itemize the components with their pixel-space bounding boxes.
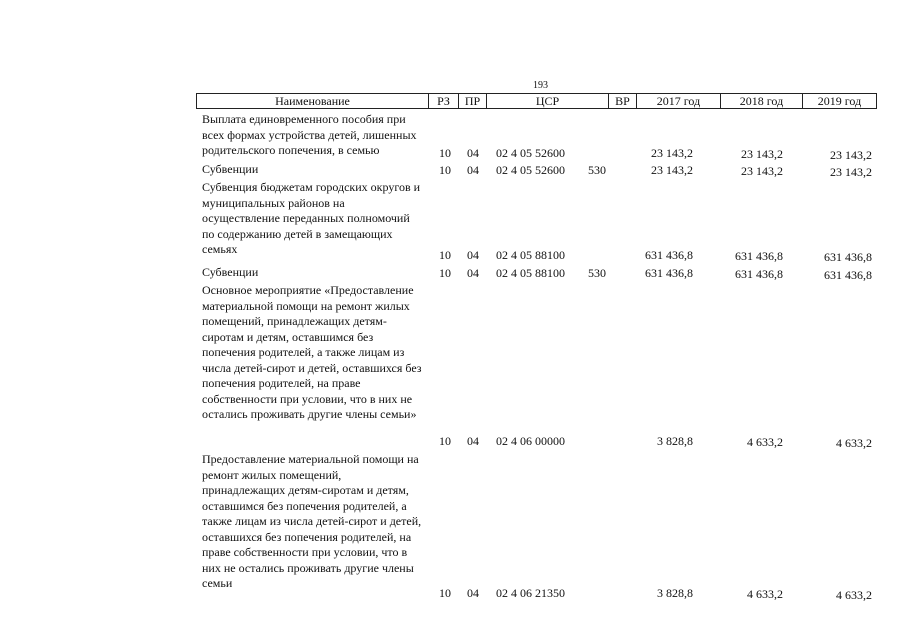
row-2018: 4 633,2 <box>747 435 783 449</box>
row-rz: 10 <box>439 266 451 280</box>
row-2019: 4 633,2 <box>836 588 872 602</box>
row-csr: 02 4 05 52600 <box>496 163 565 177</box>
header-pr: ПР <box>459 94 487 108</box>
row-rz: 10 <box>439 586 451 600</box>
row-pr: 04 <box>467 586 479 600</box>
header-2019: 2019 год <box>817 94 862 108</box>
row-rz: 10 <box>439 434 451 448</box>
row-name: Основное мероприятие «Предоставление материальной помощи на ремонт жилых помещений, принадлежащих детям-сиротам и детям, оставшимся без попечения родителей, а также лицам из числа детей-сирот и детей, оставшихся без попечения родителей, на праве собственности при условии, что в них не остались проживать другие члены семьи» <box>202 283 422 421</box>
row-pr: 04 <box>467 248 479 262</box>
row-2019: 631 436,8 <box>824 250 872 264</box>
row-2017: 3 828,8 <box>657 434 693 448</box>
header-2017: 2017 год <box>637 94 721 108</box>
header-2018: 2018 год <box>721 94 803 108</box>
row-2019: 631 436,8 <box>824 268 872 282</box>
row-vr: 530 <box>588 163 606 177</box>
header-name: Наименование <box>197 94 429 108</box>
row-name: Выплата единовременного пособия при всех формах устройства детей, лишенных родительского попечения, в семью <box>202 112 417 157</box>
page-number: 193 <box>533 80 548 91</box>
row-2017: 3 828,8 <box>657 586 693 600</box>
row-2017: 23 143,2 <box>651 146 693 160</box>
row-vr: 530 <box>588 266 606 280</box>
row-csr: 02 4 05 88100 <box>496 266 565 280</box>
row-2018: 23 143,2 <box>741 147 783 161</box>
row-pr: 04 <box>467 434 479 448</box>
row-pr: 04 <box>467 266 479 280</box>
row-pr: 04 <box>467 146 479 160</box>
header-vr: ВР <box>609 94 637 108</box>
row-pr: 04 <box>467 163 479 177</box>
row-rz: 10 <box>439 146 451 160</box>
row-csr: 02 4 05 88100 <box>496 248 565 262</box>
row-2019: 4 633,2 <box>836 436 872 450</box>
table-header <box>196 93 877 109</box>
row-name: Предоставление материальной помощи на ремонт жилых помещений, принадлежащих детям-сиротам и детям, оставшимся без попечения родителей, а также лицам из числа детей-сирот и детей, оставшихся без попечения родителей, на праве собственности при условии, что в них не остались проживать другие члены семьи <box>202 452 422 590</box>
row-rz: 10 <box>439 248 451 262</box>
row-2017: 23 143,2 <box>651 163 693 177</box>
row-name: Субвенция бюджетам городских округов и муниципальных районов на осуществление переданных полномочий по содержанию детей в замещающих семьях <box>202 180 421 256</box>
row-csr: 02 4 06 21350 <box>496 586 565 600</box>
row-2018: 631 436,8 <box>735 267 783 281</box>
header-csr: ЦСР <box>487 94 609 108</box>
row-csr: 02 4 06 00000 <box>496 434 565 448</box>
row-2019: 23 143,2 <box>830 165 872 179</box>
row-csr: 02 4 05 52600 <box>496 146 565 160</box>
row-name: Субвенции <box>202 265 259 279</box>
row-rz: 10 <box>439 163 451 177</box>
row-2017: 631 436,8 <box>645 248 693 262</box>
row-2019: 23 143,2 <box>830 148 872 162</box>
row-2018: 631 436,8 <box>735 249 783 263</box>
row-2018: 23 143,2 <box>741 164 783 178</box>
header-rz: РЗ <box>429 94 459 108</box>
row-name: Субвенции <box>202 162 259 176</box>
row-2018: 4 633,2 <box>747 587 783 601</box>
row-2017: 631 436,8 <box>645 266 693 280</box>
